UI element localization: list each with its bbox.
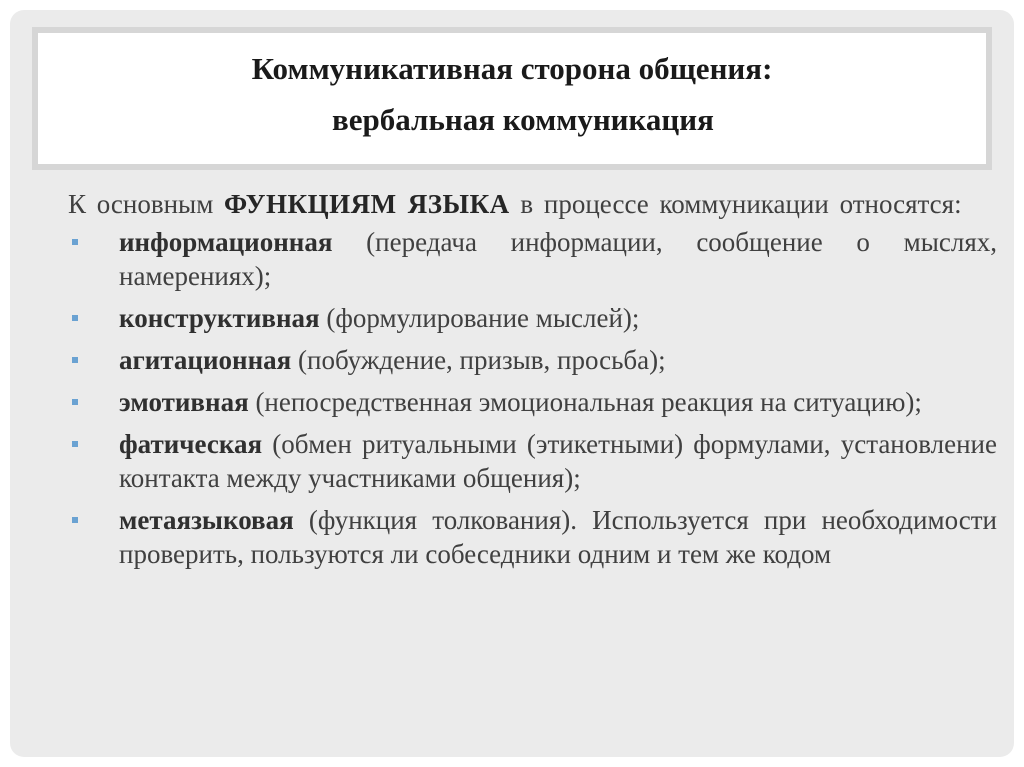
intro-paragraph [68, 187, 997, 221]
title-line-1: Коммуникативная сторона общения: [251, 51, 773, 86]
function-item-metalinguistic [68, 503, 997, 571]
function-description: (непосредственная эмоциональная реакция на ситуацию); [248, 387, 922, 417]
function-description: (функция толкования). Используется при необходимости проверить, пользуются ли собеседники одним и тем же кодом [119, 505, 997, 569]
function-item-informational [68, 225, 997, 293]
function-term: метаязыковая [119, 505, 294, 535]
function-term: конструктивная [119, 303, 320, 333]
square-bullet-icon [72, 315, 78, 321]
square-bullet-icon [72, 239, 78, 245]
function-description: (передача информации, сообщение о мыслях, намерениях); [119, 227, 997, 291]
function-item-agitational [68, 343, 997, 377]
title-line-2: вербальная коммуникация [332, 102, 714, 137]
slide-title [38, 43, 986, 145]
square-bullet-icon [72, 517, 78, 523]
slide [10, 10, 1014, 757]
function-description: (обмен ритуальными (этикетными) формулами, установление контакта между участниками общения); [119, 429, 997, 493]
square-bullet-icon [72, 357, 78, 363]
function-item-constructive [68, 301, 997, 335]
function-description: (побуждение, призыв, просьба); [291, 345, 666, 375]
title-frame [32, 27, 992, 170]
square-bullet-icon [72, 441, 78, 447]
function-term: фатическая [119, 429, 263, 459]
function-term: информационная [119, 227, 333, 257]
square-bullet-icon [72, 399, 78, 405]
function-item-phatic [68, 427, 997, 495]
intro-emphasis: ФУНКЦИЯМ ЯЗЫКА [224, 189, 510, 219]
function-term: агитационная [119, 345, 292, 375]
function-item-emotive [68, 385, 997, 419]
intro-text-after: в процессе коммуникации относятся: [509, 189, 962, 219]
function-description: (формулирование мыслей); [319, 303, 640, 333]
intro-text-before: К основным [68, 189, 225, 219]
slide-content [68, 187, 997, 579]
functions-list [68, 225, 997, 571]
function-term: эмотивная [119, 387, 249, 417]
